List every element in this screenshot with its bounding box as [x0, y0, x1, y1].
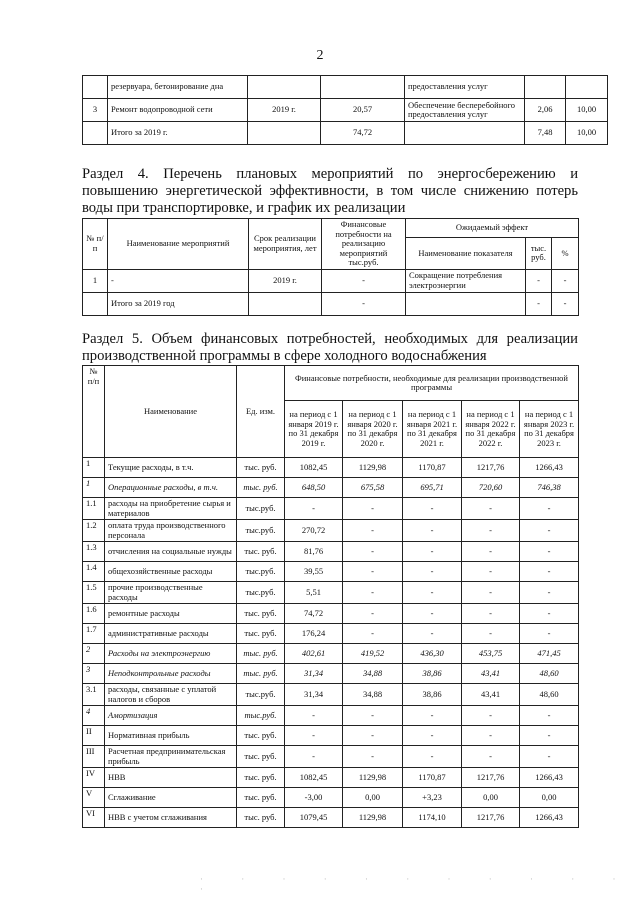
row-value: - [403, 542, 462, 562]
row-number: 4 [83, 706, 105, 726]
table-row [83, 582, 579, 604]
row-effect-rub: 2,06 [525, 99, 566, 122]
row-name: Расчетная предпринимательская прибыль [105, 746, 237, 768]
row-value: 1170,87 [403, 768, 462, 788]
table-row [83, 726, 579, 746]
row-value: - [343, 706, 403, 726]
row-value: 1129,98 [343, 808, 403, 828]
row-value: 1266,43 [520, 768, 579, 788]
row-value: - [343, 624, 403, 644]
row-unit: тыс. руб. [237, 542, 285, 562]
table-row [83, 292, 579, 315]
row-value: 1174,10 [403, 808, 462, 828]
section5-title: Раздел 5. Объем финансовых потребностей, необходимых для реализации производственной программы в сфере холодного водоснабжения [82, 331, 578, 364]
header-period: на период с 1 января 2020 г. по 31 декабря 2020 г. [343, 401, 403, 458]
row-effect-pct: 10,00 [566, 122, 608, 145]
row-effect-name: Сокращение потребления электроэнергии [406, 269, 526, 292]
row-value: 39,55 [285, 562, 343, 582]
row-value: 453,75 [462, 644, 520, 664]
table-row [83, 684, 579, 706]
row-value: 38,86 [403, 684, 462, 706]
table-row [83, 624, 579, 644]
row-value: - [285, 706, 343, 726]
row-name: НВВ с учетом сглаживания [105, 808, 237, 828]
row-value: 1129,98 [343, 768, 403, 788]
row-value: 48,60 [520, 664, 579, 684]
row-effect-name [405, 122, 525, 145]
row-value: - [403, 726, 462, 746]
row-value: - [343, 582, 403, 604]
row-name: прочие производственные расходы [105, 582, 237, 604]
row-number: 1 [83, 269, 108, 292]
scan-artifact-dots: · · · · · · · · · · · · [200, 874, 634, 894]
row-number: IV [83, 768, 105, 788]
page-number: 2 [316, 48, 324, 63]
row-number: 2 [83, 644, 105, 664]
row-value: - [403, 562, 462, 582]
row-value: 0,00 [520, 788, 579, 808]
header-num: № п/п [83, 366, 105, 458]
row-value: - [462, 542, 520, 562]
table-row [83, 664, 579, 684]
row-value: 1129,98 [343, 458, 403, 478]
row-name: расходы, связанные с уплатой налогов и сборов [105, 684, 237, 706]
header-name: Наименование [105, 366, 237, 458]
table-row [83, 76, 608, 99]
row-value: 81,76 [285, 542, 343, 562]
row-unit: тыс. руб. [237, 808, 285, 828]
row-value: 720,60 [462, 478, 520, 498]
table-row [83, 520, 579, 542]
row-value: 419,52 [343, 644, 403, 664]
row-value: - [462, 746, 520, 768]
row-value: 648,50 [285, 478, 343, 498]
row-name: отчисления на социальные нужды [105, 542, 237, 562]
row-effect-pct [566, 76, 608, 99]
row-value: - [462, 604, 520, 624]
header-effect-name: Наименование показателя [406, 238, 526, 269]
row-value: 34,88 [343, 684, 403, 706]
row-value: 31,34 [285, 664, 343, 684]
row-value: 5,51 [285, 582, 343, 604]
table-row [83, 768, 579, 788]
header-period: на период с 1 января 2019 г. по 31 декабря 2019 г. [285, 401, 343, 458]
row-name: ремонтные расходы [105, 604, 237, 624]
row-effect-rub: - [526, 292, 552, 315]
row-period [249, 292, 322, 315]
row-unit: тыс. руб. [237, 458, 285, 478]
row-unit: тыс. руб. [237, 624, 285, 644]
row-value: 1079,45 [285, 808, 343, 828]
row-effect-pct: - [552, 269, 579, 292]
row-value: - [462, 498, 520, 520]
row-value: 43,41 [462, 664, 520, 684]
row-name: Итого за 2019 г. [108, 122, 248, 145]
row-number: II [83, 726, 105, 746]
row-number: 1.3 [83, 542, 105, 562]
row-name: Расходы на электроэнергию [105, 644, 237, 664]
row-value: - [285, 726, 343, 746]
row-value: - [520, 624, 579, 644]
table-row [83, 746, 579, 768]
row-value: - [520, 498, 579, 520]
row-value: 31,34 [285, 684, 343, 706]
row-number: 1 [83, 478, 105, 498]
row-value: - [520, 706, 579, 726]
row-name: Итого за 2019 год [108, 292, 249, 315]
table-row [83, 498, 579, 520]
row-name: оплата труда производственного персонала [105, 520, 237, 542]
row-unit: тыс. руб. [237, 604, 285, 624]
row-number: 1 [83, 458, 105, 478]
row-value: 746,38 [520, 478, 579, 498]
row-value: - [462, 726, 520, 746]
row-unit: тыс. руб. [237, 478, 285, 498]
row-value: 48,60 [520, 684, 579, 706]
row-number [83, 122, 108, 145]
row-period: 2019 г. [248, 99, 321, 122]
row-value: - [462, 520, 520, 542]
row-cost [321, 76, 405, 99]
row-value: - [343, 604, 403, 624]
row-value: 38,86 [403, 664, 462, 684]
row-unit: тыс.руб. [237, 582, 285, 604]
table-row [83, 458, 579, 478]
measures-table-continuation [82, 75, 608, 145]
row-effect-rub: - [526, 269, 552, 292]
row-unit: тыс. руб. [237, 768, 285, 788]
row-number: 3.1 [83, 684, 105, 706]
row-number: III [83, 746, 105, 768]
header-period: на период с 1 января 2022 г. по 31 декабря 2022 г. [462, 401, 520, 458]
row-value: 1082,45 [285, 458, 343, 478]
table-row [83, 269, 579, 292]
row-unit: тыс. руб. [237, 788, 285, 808]
row-cost: - [322, 269, 406, 292]
row-value: - [520, 746, 579, 768]
row-value: 0,00 [462, 788, 520, 808]
row-name: Сглаживание [105, 788, 237, 808]
row-name: административные расходы [105, 624, 237, 644]
row-effect-name: Обеспечение бесперебойного предоставления услуг [405, 99, 525, 122]
row-period: 2019 г. [249, 269, 322, 292]
row-number: 3 [83, 99, 108, 122]
row-name: НВВ [105, 768, 237, 788]
row-value: - [403, 706, 462, 726]
table-row [83, 562, 579, 582]
row-cost: - [322, 292, 406, 315]
row-unit: тыс.руб. [237, 562, 285, 582]
row-value: 1217,76 [462, 458, 520, 478]
row-number: 1.5 [83, 582, 105, 604]
energy-saving-table [82, 218, 579, 316]
row-value: - [520, 542, 579, 562]
table-row [83, 542, 579, 562]
row-name: Амортизация [105, 706, 237, 726]
row-unit: тыс.руб. [237, 520, 285, 542]
row-unit: тыс.руб. [237, 498, 285, 520]
row-name: расходы на приобретение сырья и материалов [105, 498, 237, 520]
row-value: 436,30 [403, 644, 462, 664]
row-number: V [83, 788, 105, 808]
header-effect-rub: тыс. руб. [526, 238, 552, 269]
row-period [248, 76, 321, 99]
row-value: - [462, 562, 520, 582]
row-period [248, 122, 321, 145]
row-value: - [343, 562, 403, 582]
row-value: - [462, 624, 520, 644]
table-row [83, 706, 579, 726]
row-value: - [403, 624, 462, 644]
row-value: - [520, 562, 579, 582]
header-period: Срок реализации мероприятия, лет [249, 219, 322, 270]
row-value: - [462, 582, 520, 604]
row-value: 1217,76 [462, 768, 520, 788]
row-value: - [343, 542, 403, 562]
row-value: 695,71 [403, 478, 462, 498]
row-value: 74,72 [285, 604, 343, 624]
row-value: - [343, 498, 403, 520]
header-period: на период с 1 января 2021 г. по 31 декабря 2021 г. [403, 401, 462, 458]
header-period: на период с 1 января 2023 г. по 31 декабря 2023 г. [520, 401, 579, 458]
row-value: 1266,43 [520, 808, 579, 828]
row-value: - [343, 746, 403, 768]
row-unit: тыс. руб. [237, 644, 285, 664]
row-value: 675,58 [343, 478, 403, 498]
row-unit: тыс. руб. [237, 726, 285, 746]
row-value: 402,61 [285, 644, 343, 664]
row-cost: 74,72 [321, 122, 405, 145]
row-number [83, 76, 108, 99]
table-row [83, 808, 579, 828]
row-unit: тыс.руб. [237, 684, 285, 706]
row-value: -3,00 [285, 788, 343, 808]
row-unit: тыс. руб. [237, 746, 285, 768]
row-value: - [403, 520, 462, 542]
row-cost: 20,57 [321, 99, 405, 122]
row-name: резервуара, бетонирование дна [108, 76, 248, 99]
row-value: 270,72 [285, 520, 343, 542]
table-row [83, 99, 608, 122]
row-unit: тыс. руб. [237, 664, 285, 684]
row-value: 1217,76 [462, 808, 520, 828]
row-value: - [520, 726, 579, 746]
row-number: 1.2 [83, 520, 105, 542]
row-name: Операционные расходы, в т.ч. [105, 478, 237, 498]
row-number: 1.1 [83, 498, 105, 520]
table-row [83, 604, 579, 624]
row-value: 1266,43 [520, 458, 579, 478]
table-row [83, 122, 608, 145]
row-unit: тыс.руб. [237, 706, 285, 726]
header-name: Наименование мероприятий [108, 219, 249, 270]
header-unit: Ед. изм. [237, 366, 285, 458]
row-name: Неподконтрольные расходы [105, 664, 237, 684]
row-name: Текущие расходы, в т.ч. [105, 458, 237, 478]
row-value: - [520, 582, 579, 604]
row-value: 0,00 [343, 788, 403, 808]
row-number: 1.7 [83, 624, 105, 644]
row-value: - [403, 498, 462, 520]
row-value: - [403, 582, 462, 604]
row-value: - [403, 746, 462, 768]
header-effect: Ожидаемый эффект [406, 219, 579, 238]
row-number: VI [83, 808, 105, 828]
row-value: - [462, 706, 520, 726]
row-effect-name: предоставления услуг [405, 76, 525, 99]
financial-needs-table [82, 365, 579, 828]
header-effect-pct: % [552, 238, 579, 269]
row-number: 3 [83, 664, 105, 684]
table-row [83, 788, 579, 808]
row-value: - [343, 726, 403, 746]
row-value: +3,23 [403, 788, 462, 808]
section4-title: Раздел 4. Перечень плановых мероприятий по энергосбережению и повышению энергетической эффективности, в том числе снижению потерь воды при транспортировке, и график их реализации [82, 166, 578, 216]
header-cost: Финансовые потребности на реализацию мероприятий тыс.руб. [322, 219, 406, 270]
row-name: общехозяйственные расходы [105, 562, 237, 582]
row-number: 1.6 [83, 604, 105, 624]
row-effect-pct: - [552, 292, 579, 315]
row-value: - [403, 604, 462, 624]
row-value: - [520, 604, 579, 624]
row-value: 1170,87 [403, 458, 462, 478]
row-value: 176,24 [285, 624, 343, 644]
table-row [83, 478, 579, 498]
row-effect-rub [525, 76, 566, 99]
row-value: - [285, 498, 343, 520]
header-num: № п/п [83, 219, 108, 270]
row-effect-name [406, 292, 526, 315]
row-name: - [108, 269, 249, 292]
row-value: 471,45 [520, 644, 579, 664]
row-value: 1082,45 [285, 768, 343, 788]
table-row [83, 644, 579, 664]
row-value: - [343, 520, 403, 542]
header-financial-group: Финансовые потребности, необходимые для реализации производственной программы [285, 366, 579, 401]
row-name: Нормативная прибыль [105, 726, 237, 746]
row-effect-pct: 10,00 [566, 99, 608, 122]
row-value: 43,41 [462, 684, 520, 706]
row-value: 34,88 [343, 664, 403, 684]
row-number: 1.4 [83, 562, 105, 582]
row-name: Ремонт водопроводной сети [108, 99, 248, 122]
row-number [83, 292, 108, 315]
row-value: - [285, 746, 343, 768]
row-effect-rub: 7,48 [525, 122, 566, 145]
row-value: - [520, 520, 579, 542]
